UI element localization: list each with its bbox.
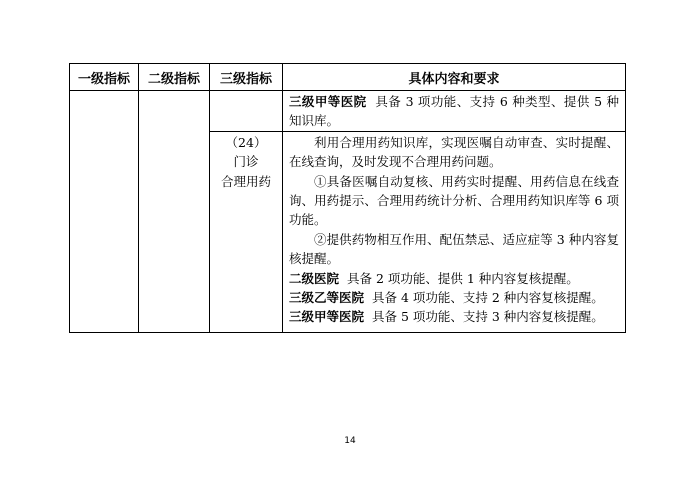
header-level1: 一级指标: [70, 64, 139, 91]
cell-level2-empty: [139, 91, 210, 333]
level-label: 三级甲等医院: [289, 309, 365, 325]
level-requirement: [289, 307, 619, 326]
cell-content-24: [283, 131, 626, 332]
table-row-continued: [70, 91, 626, 132]
level-text: 具备 5 项功能、支持 3 种内容复核提醒。: [371, 309, 604, 325]
level3-index: （24）: [225, 134, 267, 150]
paragraph-item-1: ①具备医嘱自动复核、用药实时提醒、用药信息在线查询、用药提示、合理用药统计分析、合理用药知识库等 6 项功能。: [289, 173, 619, 228]
paragraph-item-2: ②提供药物相互作用、配伍禁忌、适应症等 3 种内容复核提醒。: [289, 231, 619, 267]
level-text: 具备 4 项功能、支持 2 种内容复核提醒。: [371, 290, 604, 306]
level-label: 二级医院: [289, 270, 340, 286]
header-level2: 二级指标: [139, 64, 210, 91]
level-requirement: [289, 92, 619, 131]
level-label: 三级乙等医院: [289, 290, 365, 306]
paragraph-intro: 利用合理用药知识库，实现医嘱自动审查、实时提醒、在线查询，及时发现不合理用药问题。: [289, 134, 619, 170]
requirements-table: [69, 63, 626, 333]
header-level3: 三级指标: [210, 64, 283, 91]
level-text: 具备 3 项功能、支持 6 种类型、提供 5 种知识库。: [289, 94, 619, 129]
page-number: 14: [344, 436, 356, 446]
level3-line-2: 合理用药: [220, 173, 271, 189]
cell-content-continued: [283, 91, 626, 132]
cell-level3-24: [210, 131, 283, 332]
level-text: 具备 2 项功能、提供 1 种内容复核提醒。: [346, 270, 579, 286]
level-requirement: [289, 269, 619, 288]
level-requirement: [289, 288, 619, 307]
header-content: 具体内容和要求: [283, 64, 626, 91]
cell-level1-empty: [70, 91, 139, 333]
table-header-row: [70, 64, 626, 91]
level3-line-1: 门诊: [233, 154, 259, 170]
level-label: 三级甲等医院: [289, 94, 367, 109]
cell-level3-empty: [210, 91, 283, 132]
